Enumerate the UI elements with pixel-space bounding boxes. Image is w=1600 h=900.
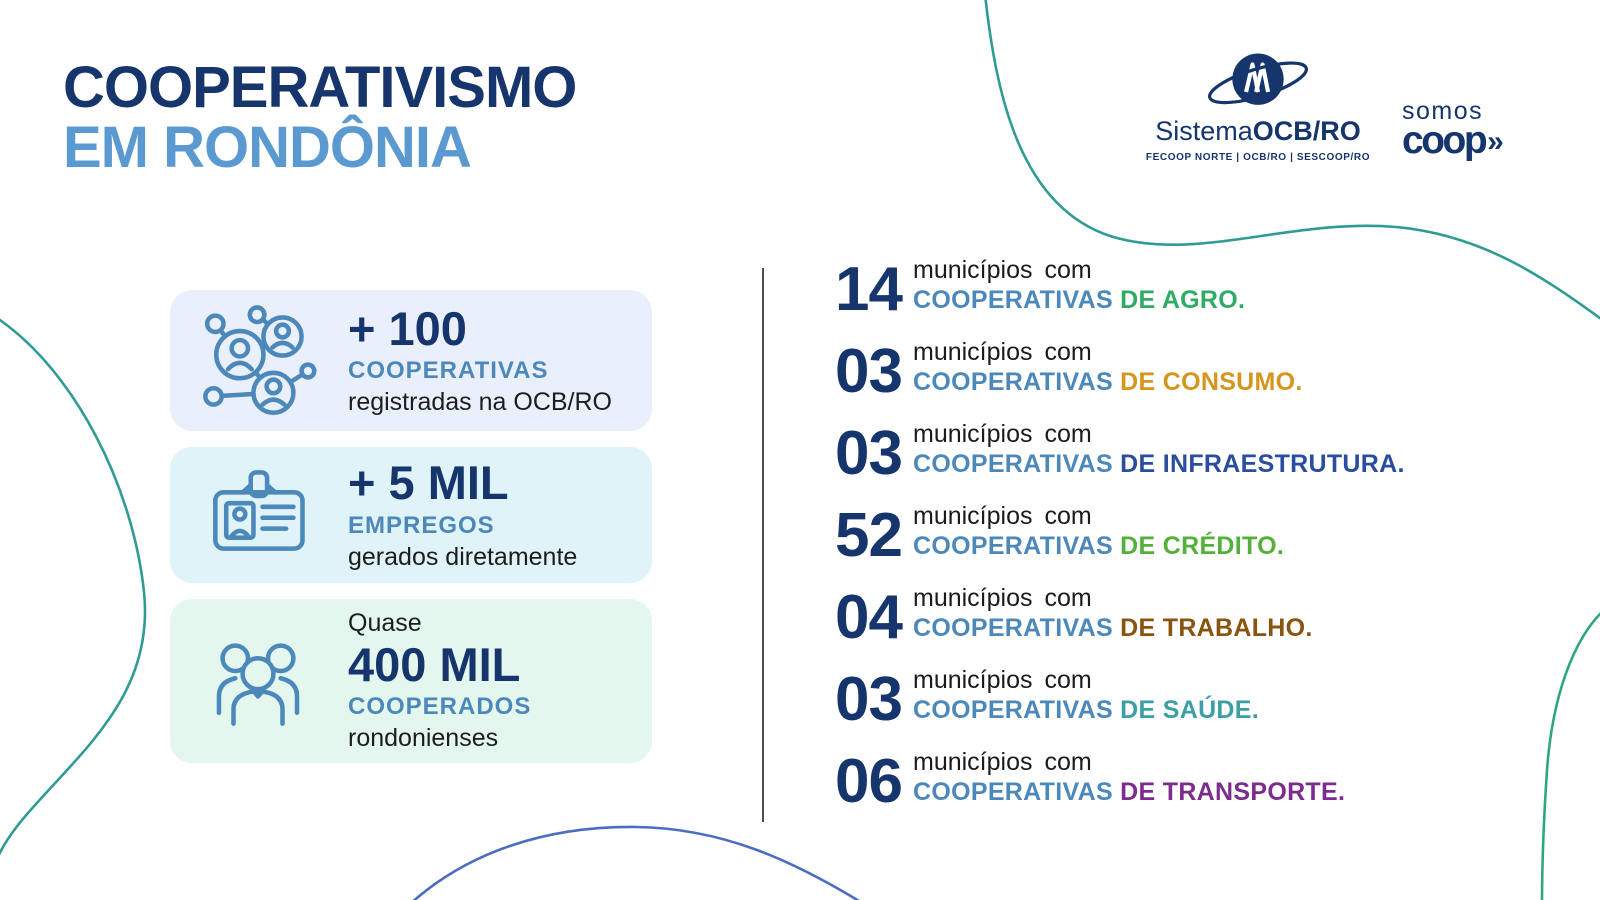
- cooperativas-word: COOPERATIVAS: [913, 285, 1121, 314]
- cooperativas-word: COOPERATIVAS: [913, 449, 1121, 478]
- cooperativas-word: COOPERATIVAS: [913, 367, 1121, 396]
- municipio-count: 06: [835, 747, 902, 817]
- network-icon: [194, 302, 322, 420]
- card-value: 400 MIL: [348, 637, 521, 691]
- card-label: COOPERATIVAS: [348, 357, 549, 385]
- cooperativas-word: COOPERATIVAS: [913, 777, 1121, 806]
- cooperativas-word: COOPERATIVAS: [913, 613, 1121, 642]
- card-cooperados: [170, 599, 652, 763]
- category-label: DE TRANSPORTE.: [1120, 777, 1346, 806]
- people-group-icon: [194, 622, 322, 740]
- municipio-count: 14: [835, 255, 902, 325]
- category-label: DE AGRO.: [1120, 285, 1246, 314]
- sistema-word: Sistema: [1155, 116, 1253, 146]
- card-value: + 100: [348, 301, 467, 355]
- sistema-ocb-ro-logo: [1118, 48, 1398, 163]
- title-line-2: EM RONDÔNIA: [63, 115, 471, 181]
- municipios-com-label: municípios com: [913, 256, 1092, 284]
- curve-bottom-right: [1542, 610, 1600, 900]
- somos-word: somos: [1402, 97, 1484, 125]
- coop-word: coop: [1402, 118, 1486, 162]
- category-label: DE CONSUMO.: [1120, 367, 1303, 396]
- somoscoop-logo: [1402, 97, 1562, 162]
- list-item: [835, 583, 1405, 653]
- list-item: [835, 255, 1405, 325]
- cooperativas-word: COOPERATIVAS: [913, 695, 1121, 724]
- card-label: COOPERADOS: [348, 693, 532, 721]
- municipios-com-label: municípios com: [913, 502, 1092, 530]
- title-line-1: COOPERATIVISMO: [63, 55, 577, 120]
- ocbro-word: OCB/RO: [1252, 116, 1361, 146]
- category-label: DE SAÚDE.: [1120, 695, 1260, 724]
- municipio-count: 52: [835, 501, 902, 571]
- coop-arrow-icon: »: [1487, 124, 1504, 158]
- municipio-count: 03: [835, 419, 902, 489]
- municipio-count: 04: [835, 583, 902, 653]
- id-badge-icon: [194, 456, 322, 574]
- vertical-divider: [762, 268, 764, 822]
- card-empregos: [170, 447, 652, 583]
- cooperativas-word: COOPERATIVAS: [913, 531, 1121, 560]
- municipio-count: 03: [835, 337, 902, 407]
- municipios-com-label: municípios com: [913, 584, 1092, 612]
- card-sublabel: rondonienses: [348, 724, 499, 753]
- list-item: [835, 747, 1405, 817]
- list-item: [835, 419, 1405, 489]
- category-label: DE INFRAESTRUTURA.: [1120, 449, 1405, 478]
- sistema-logo-subtitle: FECOOP NORTE | OCB/RO | SESCOOP/RO: [1145, 152, 1371, 163]
- category-label: DE TRABALHO.: [1120, 613, 1313, 642]
- card-sublabel: gerados diretamente: [348, 542, 578, 571]
- list-item: [835, 337, 1405, 407]
- list-item: [835, 665, 1405, 735]
- municipios-com-label: municípios com: [913, 420, 1092, 448]
- municipios-com-label: municípios com: [913, 666, 1092, 694]
- card-label: EMPREGOS: [348, 511, 495, 539]
- curve-bottom-hump: [410, 827, 864, 900]
- card-prefix: Quase: [348, 608, 422, 637]
- municipios-list: [835, 256, 1405, 830]
- page-title: [63, 55, 577, 181]
- stat-cards: [170, 290, 652, 763]
- list-item: [835, 501, 1405, 571]
- municipios-com-label: municípios com: [913, 338, 1092, 366]
- municipios-com-label: municípios com: [913, 748, 1092, 776]
- curve-left: [0, 318, 145, 859]
- municipio-count: 03: [835, 665, 902, 735]
- card-cooperativas: [170, 290, 652, 431]
- card-value: + 5 MIL: [348, 456, 509, 510]
- sistema-logo-text: [1118, 116, 1398, 147]
- card-sublabel: registradas na OCB/RO: [348, 388, 612, 417]
- globe-icon: [1203, 48, 1313, 114]
- category-label: DE CRÉDITO.: [1120, 531, 1285, 560]
